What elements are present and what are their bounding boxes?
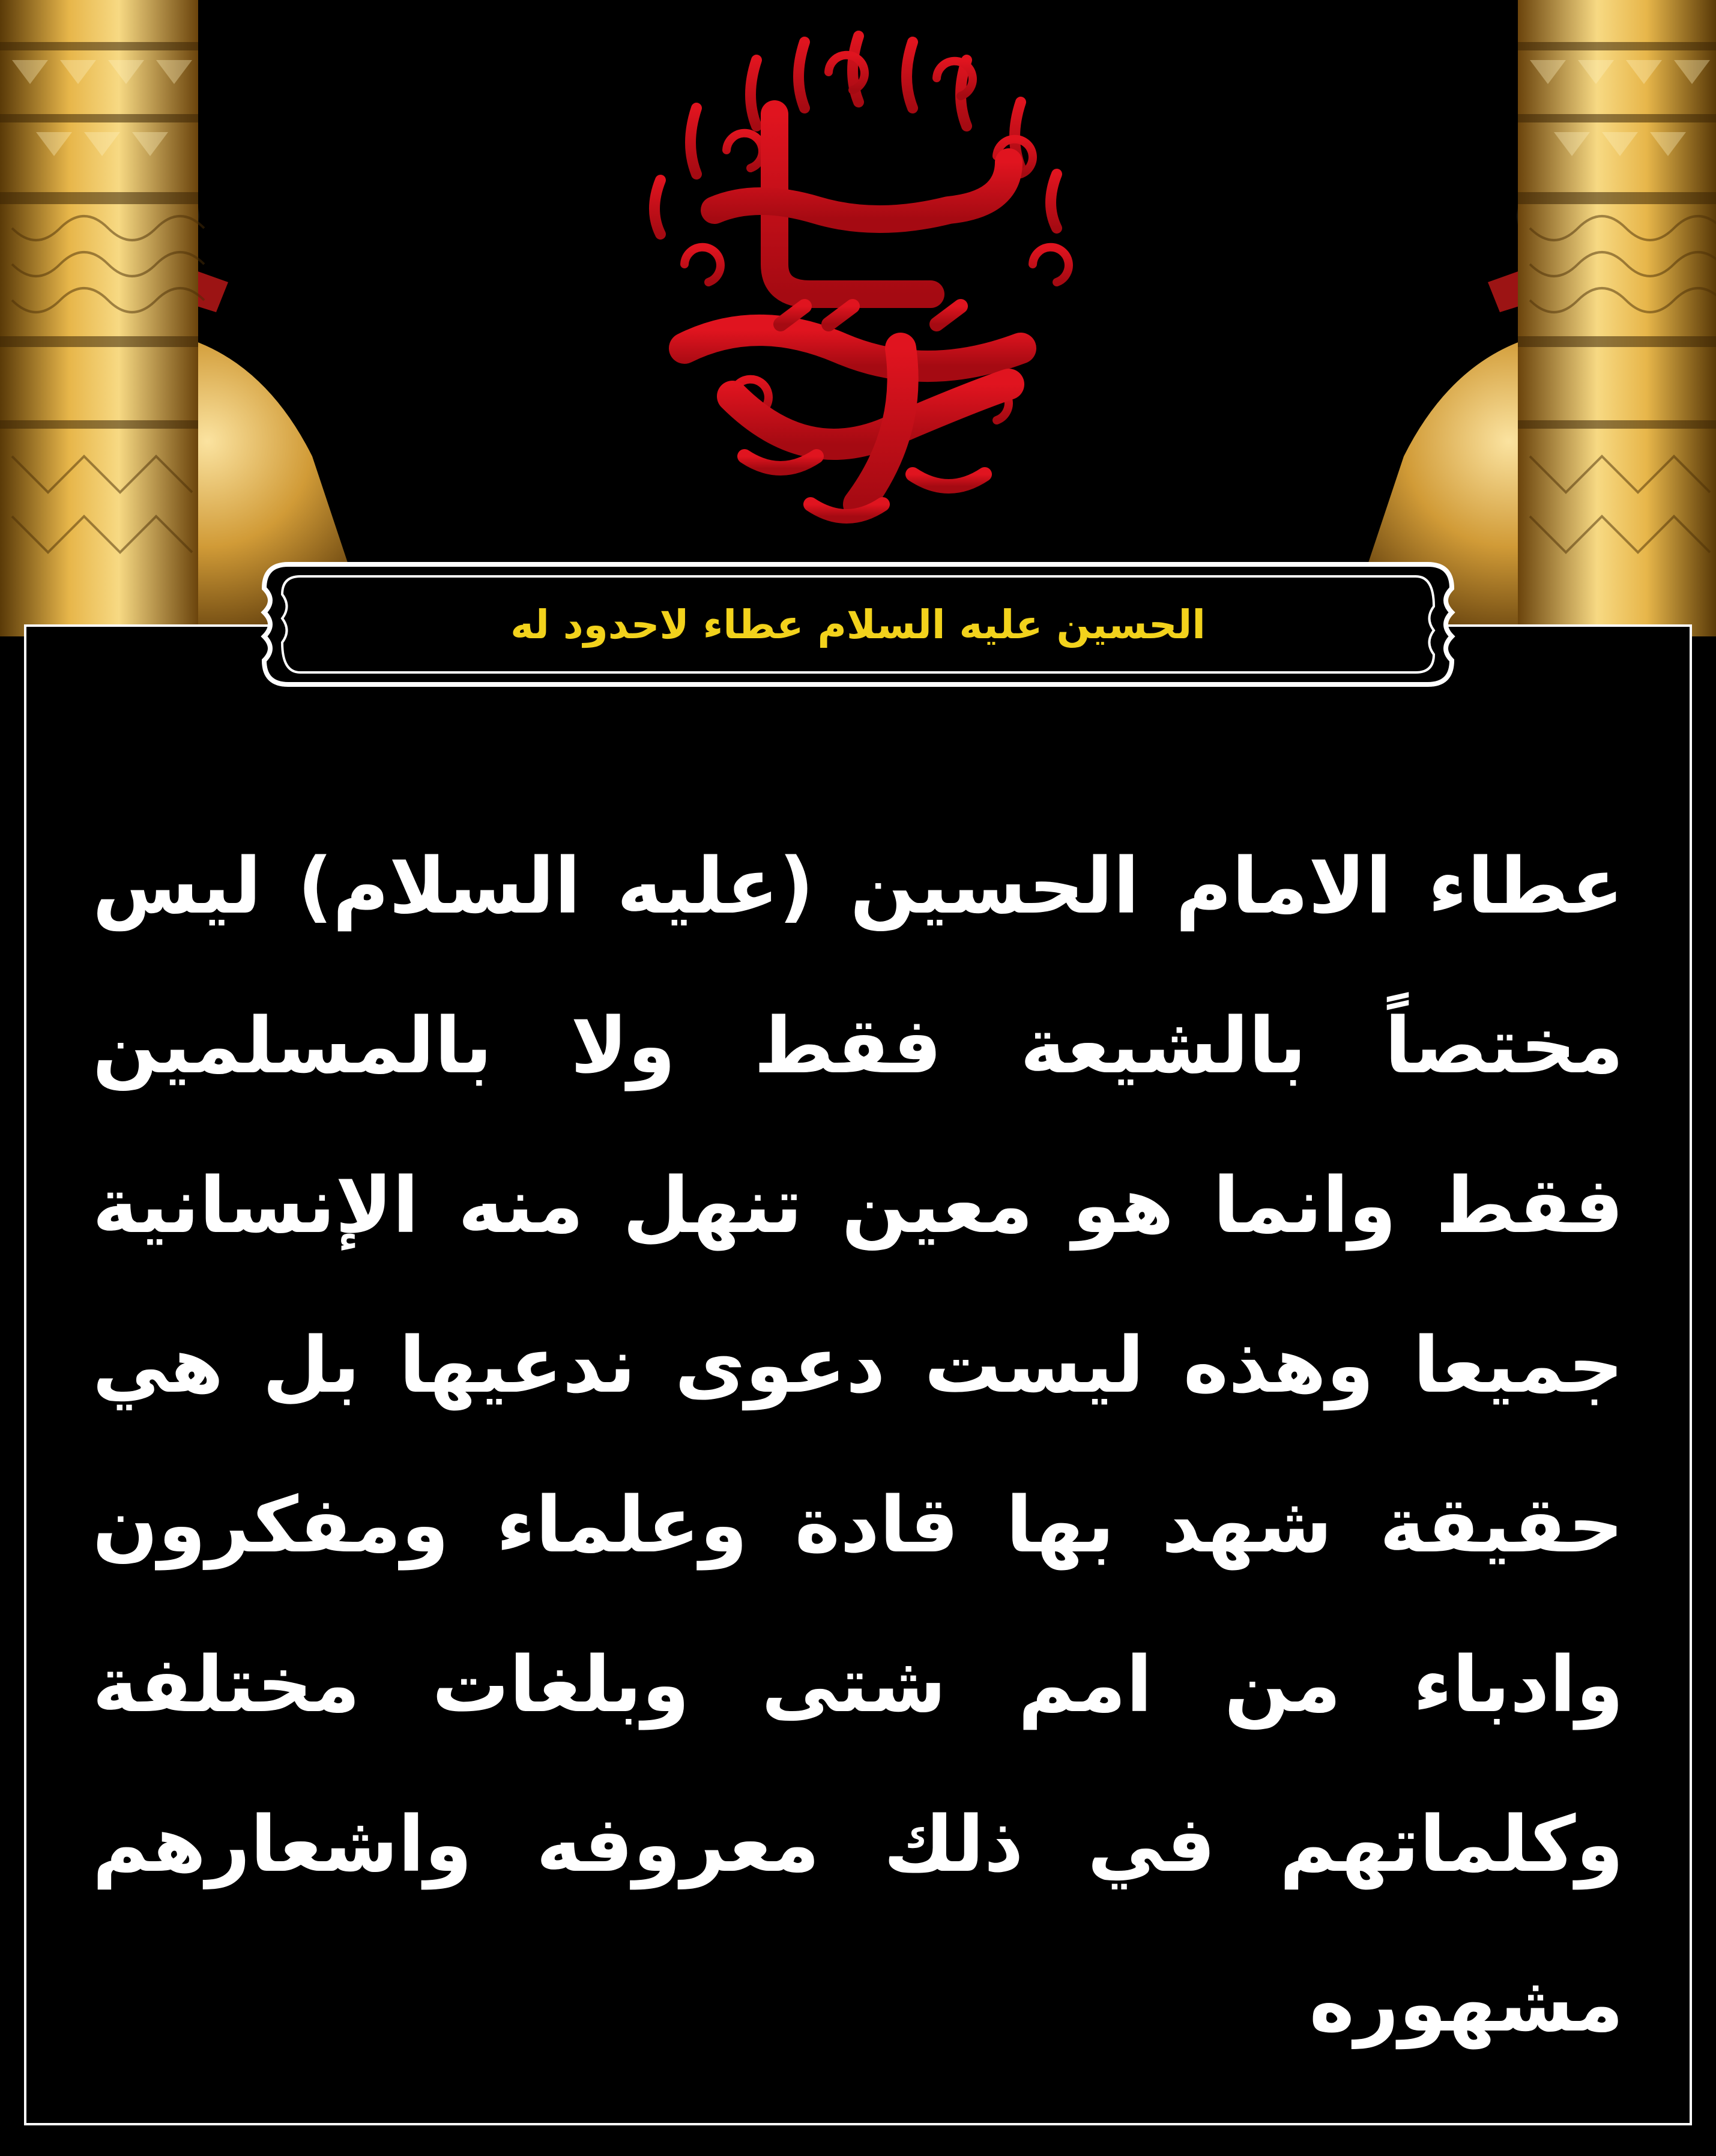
body-paragraph: عطاء الامام الحسين (عليه السلام) ليس مختصاً بالشيعة فقط ولا بالمسلمين فقط وانما هو معين تنهل منه الإنسانية جميعا وهذه ليست دعوى ندعيها بل هي حقيقة شهد بها قادة وعلماء ومفكرون وادباء من امم شتى وبلغات مختلفة وكلماتهم في ذلك معروفه واشعارهم مشهوره [92, 842, 1624, 2049]
ashura-calligraphy-emblem-icon [576, 12, 1141, 552]
content-panel [24, 624, 1692, 2125]
headline-banner [252, 552, 1464, 696]
banner-title: الحسين عليه السلام عطاء لاحدود له [510, 601, 1206, 648]
shrine-left-icon [0, 0, 384, 636]
shrine-right-icon [1332, 0, 1716, 636]
